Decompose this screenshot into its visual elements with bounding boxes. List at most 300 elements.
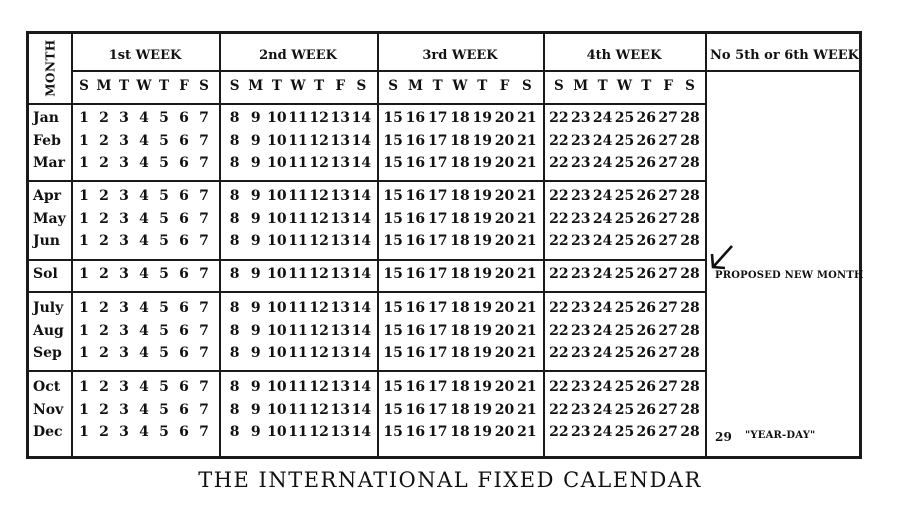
- month-label: Jan: [33, 110, 59, 126]
- day-number: 25: [614, 402, 635, 418]
- day-number: 6: [179, 424, 189, 440]
- day-names-week-4: [548, 78, 701, 94]
- day-number: 9: [250, 424, 261, 440]
- day-number: 27: [658, 345, 678, 361]
- day-number: 11: [288, 323, 308, 339]
- day-number: 18: [450, 323, 470, 339]
- day-number: 18: [450, 300, 470, 316]
- day-number: 24: [592, 155, 613, 171]
- day-number: 5: [159, 323, 169, 339]
- week-days-2: [224, 323, 372, 339]
- week-days-3: [382, 323, 538, 339]
- day-number: 27: [658, 402, 678, 418]
- day-number: 18: [450, 211, 470, 227]
- day-number: 28: [680, 300, 700, 316]
- day-number: 2: [99, 402, 109, 418]
- day-number: 16: [405, 155, 426, 171]
- day-number: 1: [79, 188, 89, 204]
- day-number: 8: [229, 379, 240, 395]
- day-number: 28: [680, 211, 700, 227]
- day-number: 28: [680, 110, 700, 126]
- day-number: 7: [199, 345, 209, 361]
- day-number: 23: [571, 379, 591, 395]
- page-title: THE INTERNATIONAL FIXED CALENDAR: [198, 468, 702, 492]
- day-number: 8: [229, 300, 240, 316]
- day-number: 22: [549, 211, 569, 227]
- day-number: 19: [472, 133, 492, 149]
- year-day-label: "YEAR-DAY": [745, 430, 816, 441]
- day-number: 18: [450, 188, 470, 204]
- day-number: 22: [549, 323, 569, 339]
- day-number: 21: [517, 133, 537, 149]
- day-number: 25: [614, 188, 635, 204]
- extra-week-header: No 5th or 6th WEEK: [710, 48, 859, 63]
- day-number: 10: [267, 211, 287, 227]
- day-number: 13: [330, 188, 351, 204]
- day-number: 14: [351, 323, 372, 339]
- day-name: W: [452, 78, 468, 94]
- day-name: S: [554, 78, 564, 94]
- day-number: 5: [159, 110, 169, 126]
- day-number: 17: [427, 155, 448, 171]
- day-number: 1: [79, 233, 89, 249]
- day-number: 3: [119, 110, 129, 126]
- day-number: 10: [267, 323, 287, 339]
- day-number: 13: [330, 266, 351, 282]
- day-number: 27: [658, 424, 678, 440]
- day-number: 21: [517, 188, 537, 204]
- day-number: 11: [288, 402, 308, 418]
- day-number: 15: [383, 110, 403, 126]
- week-days-2: [224, 211, 372, 227]
- day-number: 27: [658, 266, 678, 282]
- day-number: 20: [494, 300, 515, 316]
- day-number: 11: [288, 188, 308, 204]
- row-divider: [29, 291, 705, 293]
- day-number: 28: [680, 402, 700, 418]
- day-number: 4: [139, 266, 149, 282]
- day-number: 28: [680, 345, 700, 361]
- day-number: 4: [139, 424, 149, 440]
- day-name: W: [290, 78, 306, 94]
- day-number: 3: [119, 300, 129, 316]
- day-number: 21: [517, 323, 537, 339]
- day-name: M: [248, 78, 264, 94]
- day-number: 1: [79, 379, 89, 395]
- month-label: Aug: [33, 323, 64, 339]
- day-number: 10: [267, 266, 287, 282]
- week-days-3: [382, 155, 538, 171]
- day-number: 2: [99, 345, 109, 361]
- day-number: 15: [383, 266, 403, 282]
- month-label: Sep: [33, 345, 62, 361]
- day-number: 18: [450, 233, 470, 249]
- day-number: 10: [267, 155, 287, 171]
- day-number: 1: [79, 323, 89, 339]
- day-number: 12: [309, 155, 329, 171]
- day-number: 1: [79, 133, 89, 149]
- day-number: 13: [330, 300, 351, 316]
- day-number: 7: [199, 323, 209, 339]
- day-number: 3: [119, 211, 129, 227]
- day-number: 28: [680, 379, 700, 395]
- column-divider: [71, 34, 73, 456]
- day-number: 25: [614, 211, 635, 227]
- day-number: 16: [405, 379, 426, 395]
- week-days-4: [548, 300, 701, 316]
- day-name: F: [179, 78, 189, 94]
- day-number: 11: [288, 300, 308, 316]
- day-number: 17: [427, 110, 448, 126]
- week-days-2: [224, 233, 372, 249]
- day-number: 4: [139, 379, 149, 395]
- day-number: 10: [267, 379, 287, 395]
- day-number: 7: [199, 110, 209, 126]
- day-number: 20: [494, 211, 515, 227]
- day-number: 25: [614, 266, 635, 282]
- day-number: 20: [494, 133, 515, 149]
- day-number: 28: [680, 155, 700, 171]
- day-number: 8: [229, 402, 240, 418]
- day-number: 5: [159, 211, 169, 227]
- day-number: 3: [119, 233, 129, 249]
- day-number: 6: [179, 188, 189, 204]
- day-number: 6: [179, 133, 189, 149]
- day-number: 26: [636, 345, 657, 361]
- day-number: 3: [119, 188, 129, 204]
- day-number: 17: [427, 379, 448, 395]
- day-number: 9: [250, 345, 261, 361]
- day-number: 13: [330, 110, 351, 126]
- day-number: 12: [309, 266, 329, 282]
- day-number: 18: [450, 402, 470, 418]
- day-number: 4: [139, 233, 149, 249]
- day-number: 6: [179, 266, 189, 282]
- day-number: 23: [571, 266, 591, 282]
- day-number: 24: [592, 345, 613, 361]
- day-number: 6: [179, 155, 189, 171]
- day-number: 26: [636, 300, 657, 316]
- day-number: 7: [199, 300, 209, 316]
- day-number: 10: [267, 402, 287, 418]
- day-number: 19: [472, 266, 492, 282]
- day-number: 3: [119, 266, 129, 282]
- day-number: 27: [658, 133, 678, 149]
- day-number: 24: [592, 188, 613, 204]
- week-days-4: [548, 266, 701, 282]
- day-number: 7: [199, 233, 209, 249]
- day-name: S: [199, 78, 209, 94]
- day-number: 6: [179, 345, 189, 361]
- week-days-2: [224, 345, 372, 361]
- day-number: 19: [472, 300, 492, 316]
- day-name: T: [432, 78, 443, 94]
- day-number: 14: [351, 211, 372, 227]
- day-number: 13: [330, 345, 351, 361]
- day-number: 12: [309, 188, 329, 204]
- day-number: 26: [636, 188, 657, 204]
- day-number: 17: [427, 424, 448, 440]
- week-days-1: [74, 266, 214, 282]
- day-number: 10: [267, 110, 287, 126]
- week-days-2: [224, 402, 372, 418]
- day-number: 15: [383, 133, 403, 149]
- day-number: 25: [614, 133, 635, 149]
- day-number: 16: [405, 110, 426, 126]
- day-number: 16: [405, 402, 426, 418]
- day-number: 9: [250, 110, 261, 126]
- week-days-2: [224, 379, 372, 395]
- day-number: 6: [179, 300, 189, 316]
- day-number: 5: [159, 133, 169, 149]
- day-number: 22: [549, 233, 569, 249]
- day-number: 27: [658, 211, 678, 227]
- day-number: 23: [571, 110, 591, 126]
- day-number: 16: [405, 266, 426, 282]
- week-days-3: [382, 424, 538, 440]
- day-number: 16: [405, 133, 426, 149]
- day-number: 22: [549, 133, 569, 149]
- day-number: 14: [351, 345, 372, 361]
- day-number: 14: [351, 133, 372, 149]
- day-name: F: [335, 78, 346, 94]
- day-number: 4: [139, 133, 149, 149]
- day-number: 16: [405, 188, 426, 204]
- day-name: T: [314, 78, 325, 94]
- week-days-3: [382, 345, 538, 361]
- day-number: 17: [427, 402, 448, 418]
- week-days-4: [548, 155, 701, 171]
- day-name: T: [477, 78, 488, 94]
- day-name: S: [79, 78, 89, 94]
- day-name: W: [616, 78, 633, 94]
- week-days-1: [74, 424, 214, 440]
- week-days-1: [74, 188, 214, 204]
- day-number: 6: [179, 233, 189, 249]
- day-number: 11: [288, 155, 308, 171]
- week-days-4: [548, 233, 701, 249]
- day-number: 19: [472, 233, 492, 249]
- day-number: 21: [517, 155, 537, 171]
- day-number: 15: [383, 188, 403, 204]
- day-number: 27: [658, 188, 678, 204]
- day-number: 21: [517, 211, 537, 227]
- day-number: 1: [79, 345, 89, 361]
- day-number: 11: [288, 266, 308, 282]
- week-days-2: [224, 266, 372, 282]
- day-number: 5: [159, 402, 169, 418]
- day-number: 14: [351, 379, 372, 395]
- week-days-1: [74, 133, 214, 149]
- day-number: 24: [592, 133, 613, 149]
- week-days-1: [74, 155, 214, 171]
- day-name: M: [96, 78, 112, 94]
- day-number: 13: [330, 323, 351, 339]
- day-number: 5: [159, 266, 169, 282]
- day-number: 8: [229, 211, 240, 227]
- day-number: 13: [330, 211, 351, 227]
- day-number: 17: [427, 323, 448, 339]
- week-days-3: [382, 110, 538, 126]
- week-days-3: [382, 300, 538, 316]
- day-number: 25: [614, 323, 635, 339]
- day-number: 14: [351, 188, 372, 204]
- day-number: 6: [179, 110, 189, 126]
- day-number: 4: [139, 300, 149, 316]
- day-number: 14: [351, 155, 372, 171]
- day-number: 12: [309, 233, 329, 249]
- day-number: 21: [517, 300, 537, 316]
- day-number: 14: [351, 300, 372, 316]
- day-name: W: [136, 78, 152, 94]
- day-number: 12: [309, 345, 329, 361]
- day-number: 23: [571, 188, 591, 204]
- day-number: 12: [309, 110, 329, 126]
- day-number: 3: [119, 155, 129, 171]
- day-number: 21: [517, 424, 537, 440]
- day-number: 8: [229, 110, 240, 126]
- column-divider: [377, 34, 379, 456]
- day-number: 7: [199, 188, 209, 204]
- day-number: 22: [549, 402, 569, 418]
- day-number: 15: [383, 155, 403, 171]
- day-number: 20: [494, 155, 515, 171]
- day-number: 16: [405, 323, 426, 339]
- day-number: 8: [229, 133, 240, 149]
- day-number: 13: [330, 424, 351, 440]
- day-number: 2: [99, 188, 109, 204]
- week-days-3: [382, 379, 538, 395]
- day-number: 24: [592, 402, 613, 418]
- day-number: 19: [472, 155, 492, 171]
- week-days-2: [224, 155, 372, 171]
- day-number: 19: [472, 110, 492, 126]
- day-number: 16: [405, 424, 426, 440]
- day-number: 9: [250, 300, 261, 316]
- day-number: 9: [250, 379, 261, 395]
- day-number: 17: [427, 188, 448, 204]
- month-label: Sol: [33, 266, 58, 282]
- day-number: 19: [472, 402, 492, 418]
- week-days-2: [224, 300, 372, 316]
- day-number: 23: [571, 300, 591, 316]
- day-number: 2: [99, 133, 109, 149]
- day-number: 28: [680, 188, 700, 204]
- day-number: 16: [405, 211, 426, 227]
- arrow-icon: [708, 242, 738, 272]
- day-number: 3: [119, 424, 129, 440]
- day-number: 23: [571, 155, 591, 171]
- day-number: 24: [592, 424, 613, 440]
- day-number: 17: [427, 300, 448, 316]
- day-number: 20: [494, 424, 515, 440]
- day-number: 28: [680, 323, 700, 339]
- month-column-header: [33, 38, 69, 98]
- day-name: M: [407, 78, 423, 94]
- month-label: Apr: [33, 188, 62, 204]
- day-number: 6: [179, 323, 189, 339]
- day-number: 1: [79, 402, 89, 418]
- week-days-1: [74, 233, 214, 249]
- day-number: 23: [571, 323, 591, 339]
- day-number: 4: [139, 323, 149, 339]
- day-number: 18: [450, 345, 470, 361]
- day-number: 12: [309, 402, 329, 418]
- day-number: 20: [494, 110, 515, 126]
- day-number: 9: [250, 266, 261, 282]
- day-number: 11: [288, 133, 308, 149]
- day-name: M: [573, 78, 589, 94]
- day-number: 4: [139, 211, 149, 227]
- week-days-4: [548, 110, 701, 126]
- day-number: 25: [614, 379, 635, 395]
- day-number: 26: [636, 424, 657, 440]
- day-number: 20: [494, 266, 515, 282]
- week-days-1: [74, 110, 214, 126]
- day-number: 21: [517, 402, 537, 418]
- week-days-3: [382, 266, 538, 282]
- day-number: 24: [592, 211, 613, 227]
- day-number: 19: [472, 345, 492, 361]
- day-number: 19: [472, 323, 492, 339]
- week-days-3: [382, 402, 538, 418]
- day-number: 27: [658, 300, 678, 316]
- day-number: 8: [229, 323, 240, 339]
- day-number: 17: [427, 345, 448, 361]
- day-number: 20: [494, 402, 515, 418]
- day-number: 10: [267, 188, 287, 204]
- day-names-week-1: [74, 78, 214, 94]
- row-divider: [29, 370, 705, 372]
- day-name: T: [271, 78, 282, 94]
- day-number: 28: [680, 133, 700, 149]
- day-number: 14: [351, 402, 372, 418]
- day-number: 17: [427, 266, 448, 282]
- day-number: 1: [79, 110, 89, 126]
- row-divider: [71, 70, 705, 72]
- day-number: 17: [427, 233, 448, 249]
- day-name: S: [685, 78, 695, 94]
- day-number: 26: [636, 323, 657, 339]
- day-number: 22: [549, 110, 569, 126]
- day-number: 9: [250, 155, 261, 171]
- day-number: 23: [571, 345, 591, 361]
- day-number: 12: [309, 133, 329, 149]
- day-number: 2: [99, 300, 109, 316]
- week-days-3: [382, 188, 538, 204]
- day-number: 3: [119, 402, 129, 418]
- day-number: 12: [309, 323, 329, 339]
- day-number: 14: [351, 110, 372, 126]
- day-number: 3: [119, 345, 129, 361]
- week-days-1: [74, 402, 214, 418]
- day-number: 22: [549, 188, 569, 204]
- day-number: 18: [450, 266, 470, 282]
- day-name: T: [158, 78, 170, 94]
- day-number: 7: [199, 266, 209, 282]
- proposed-month-note: PROPOSED NEW MONTH: [715, 270, 864, 281]
- day-number: 10: [267, 424, 287, 440]
- day-name: S: [388, 78, 399, 94]
- week-days-1: [74, 323, 214, 339]
- day-number: 13: [330, 379, 351, 395]
- week-days-3: [382, 133, 538, 149]
- day-name: F: [499, 78, 510, 94]
- day-number: 1: [79, 266, 89, 282]
- day-number: 18: [450, 155, 470, 171]
- week-days-4: [548, 133, 701, 149]
- week-header-1: 1st WEEK: [108, 48, 182, 63]
